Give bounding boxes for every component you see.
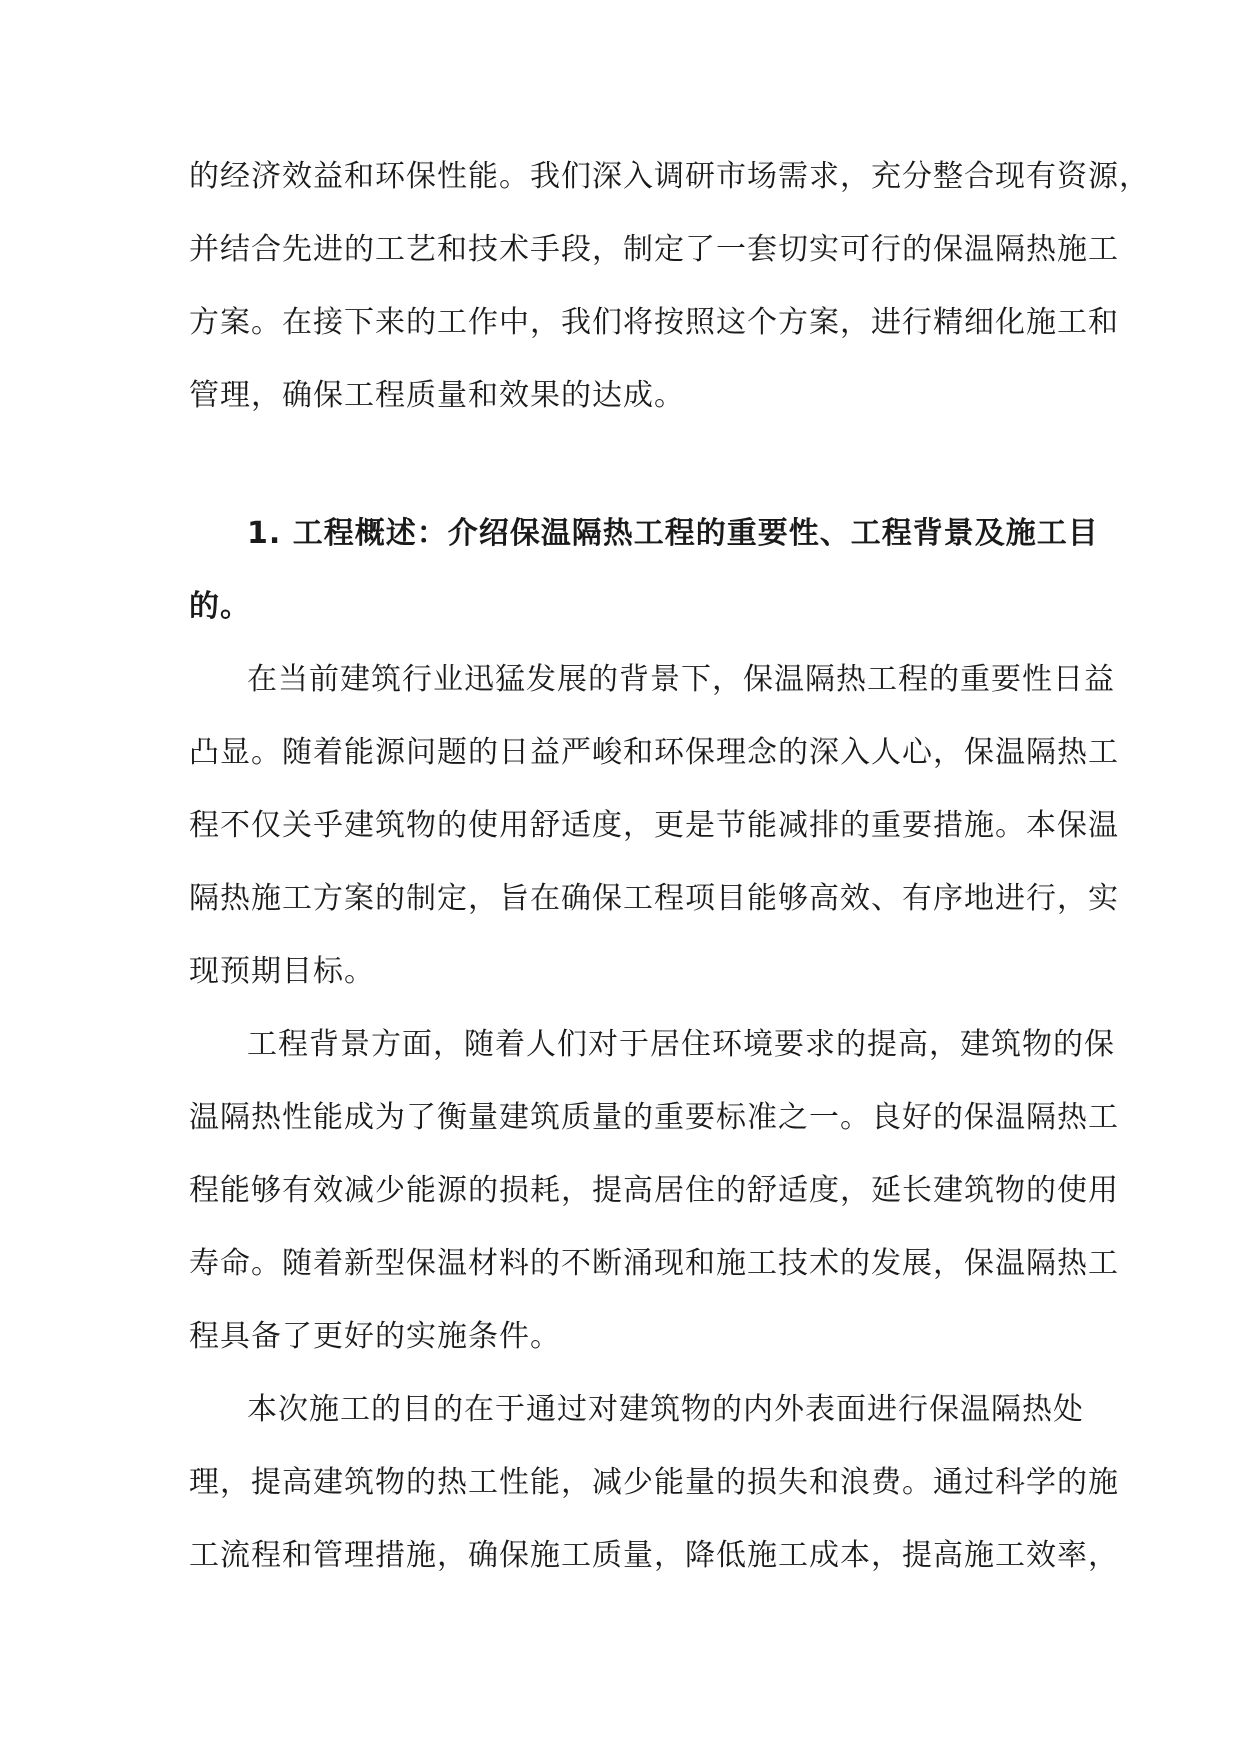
text-line: 程能够有效减少能源的损耗，提高居住的舒适度，延长建筑物的使用 — [189, 1173, 1119, 1208]
paragraph-background — [189, 1008, 1119, 1373]
text-line: 管理，确保工程质量和效果的达成。 — [189, 378, 685, 413]
text-line: 在当前建筑行业迅猛发展的背景下，保温隔热工程的重要性日益 — [247, 662, 1115, 697]
text-line: 并结合先进的工艺和技术手段，制定了一套切实可行的保温隔热施工 — [189, 232, 1119, 267]
document-body — [189, 140, 1150, 1592]
text-line: 寿命。随着新型保温材料的不断涌现和施工技术的发展，保温隔热工 — [189, 1246, 1119, 1281]
text-line: 理，提高建筑物的热工性能，减少能量的损失和浪费。通过科学的施 — [189, 1465, 1119, 1500]
section-heading — [189, 497, 1099, 643]
heading-line: 1. 工程概述：介绍保温隔热工程的重要性、工程背景及施工目 — [247, 516, 1099, 551]
text-line: 温隔热性能成为了衡量建筑质量的重要标准之一。良好的保温隔热工 — [189, 1100, 1119, 1135]
paragraph-continuation — [189, 140, 1150, 432]
text-line: 的经济效益和环保性能。我们深入调研市场需求，充分整合现有资源， — [189, 159, 1150, 194]
paragraph-importance — [189, 643, 1119, 1008]
text-line: 方案。在接下来的工作中，我们将按照这个方案，进行精细化施工和 — [189, 305, 1119, 340]
text-line: 工程背景方面，随着人们对于居住环境要求的提高，建筑物的保 — [247, 1027, 1115, 1062]
text-line: 本次施工的目的在于通过对建筑物的内外表面进行保温隔热处 — [247, 1392, 1084, 1427]
text-line: 程具备了更好的实施条件。 — [189, 1319, 561, 1354]
paragraph-purpose — [189, 1373, 1119, 1592]
text-line: 程不仅关乎建筑物的使用舒适度，更是节能减排的重要措施。本保温 — [189, 808, 1119, 843]
text-line: 凸显。随着能源问题的日益严峻和环保理念的深入人心，保温隔热工 — [189, 735, 1119, 770]
text-line: 工流程和管理措施，确保施工质量，降低施工成本，提高施工效率， — [189, 1538, 1119, 1573]
text-line: 隔热施工方案的制定，旨在确保工程项目能够高效、有序地进行，实 — [189, 881, 1119, 916]
heading-line: 的。 — [189, 589, 251, 624]
text-line: 现预期目标。 — [189, 954, 375, 989]
